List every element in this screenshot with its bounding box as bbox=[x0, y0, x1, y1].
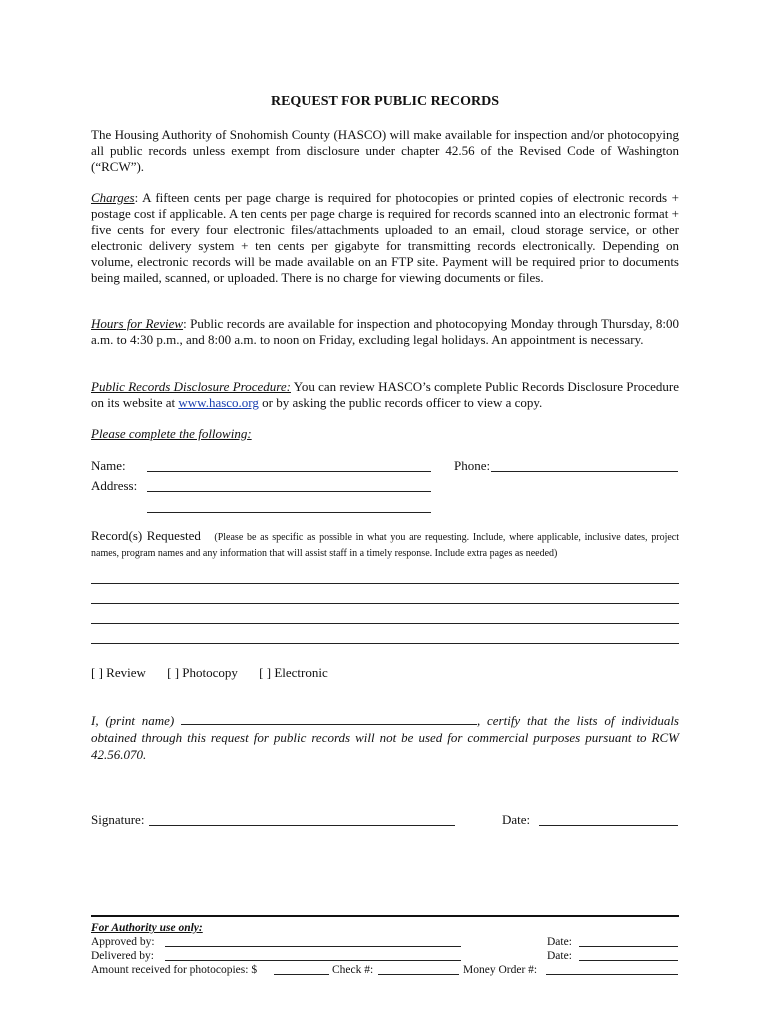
amount-field[interactable] bbox=[274, 974, 329, 975]
approved-by-field[interactable] bbox=[165, 946, 461, 947]
approved-by-label: Approved by: bbox=[91, 936, 155, 948]
hours-paragraph bbox=[91, 316, 679, 348]
records-instructions: (Please be as specific as possible in what you are requesting. Include, where applicable, inclusive dates, project names, program names and any information that will assist staff in a timely response. Include extra pages as needed) bbox=[91, 532, 680, 559]
procedure-label: Public Records Disclosure Procedure: bbox=[91, 379, 291, 394]
charges-label: Charges bbox=[91, 190, 135, 205]
name-field[interactable] bbox=[147, 471, 431, 472]
signature-label: Signature: bbox=[91, 812, 145, 827]
address-field-line-2[interactable] bbox=[147, 512, 431, 513]
delivery-options bbox=[91, 665, 679, 681]
phone-field[interactable] bbox=[491, 471, 678, 472]
records-line-1[interactable] bbox=[91, 583, 679, 584]
option-electronic-checkbox[interactable]: [ ] Electronic bbox=[259, 665, 328, 680]
records-line-3[interactable] bbox=[91, 623, 679, 624]
phone-label: Phone: bbox=[454, 458, 491, 473]
check-number-field[interactable] bbox=[378, 974, 459, 975]
signature-field[interactable] bbox=[149, 825, 455, 826]
option-review-checkbox[interactable]: [ ] Review bbox=[91, 665, 146, 680]
authority-heading: For Authority use only: bbox=[91, 922, 203, 934]
check-label: Check #: bbox=[332, 964, 374, 976]
records-line-4[interactable] bbox=[91, 643, 679, 644]
hours-label: Hours for Review bbox=[91, 316, 184, 331]
address-field-line-1[interactable] bbox=[147, 491, 431, 492]
delivered-date-label: Date: bbox=[547, 950, 572, 962]
records-line-2[interactable] bbox=[91, 603, 679, 604]
document-title: REQUEST FOR PUBLIC RECORDS bbox=[270, 94, 500, 109]
amount-label: Amount received for photocopies: $ bbox=[91, 964, 258, 976]
certify-before: I, (print name) bbox=[91, 713, 181, 728]
procedure-text-before: You can review HASCO’s complete Public Records Disclosure Procedure on its website at bbox=[91, 379, 679, 410]
records-requested-block bbox=[91, 529, 679, 561]
print-name-field[interactable] bbox=[181, 714, 477, 725]
procedure-paragraph bbox=[91, 379, 679, 411]
money-order-field[interactable] bbox=[546, 974, 678, 975]
money-order-label: Money Order #: bbox=[463, 964, 538, 976]
signature-date-label: Date: bbox=[502, 812, 531, 827]
charges-text: : A fifteen cents per page charge is required for photocopies or printed copies of electronic records + postage cost if applicable. A ten cents per page charge is required for records scanned into an electronic format + five cents for every four electronic files/attachments uploaded to an email, cloud storage service, or other electronic delivery system + ten cents per gigabyte for transmitting records electronically. Depending on volume, electronic records will be made available on an FTP site. Payment will be required prior to documents being mailed, scanned, or uploaded. There is no charge for viewing documents or files. bbox=[91, 190, 679, 285]
charges-paragraph bbox=[91, 190, 679, 286]
intro-paragraph: The Housing Authority of Snohomish County (HASCO) will make available for inspection and/or photocopying all public records unless exempt from disclosure under chapter 42.56 of the Revised Code of Washington (“RCW”). bbox=[91, 127, 679, 174]
delivered-date-field[interactable] bbox=[579, 960, 678, 961]
certification-paragraph bbox=[91, 712, 679, 763]
procedure-text-after: or by asking the public records officer to view a copy. bbox=[258, 395, 543, 410]
approved-date-label: Date: bbox=[547, 936, 572, 948]
hours-text: : Public records are available for inspection and photocopying Monday through Thursday, 8:00 a.m. to 4:30 p.m., and 8:00 a.m. to noon on Friday, excluding legal holidays. An appointment is necessary. bbox=[91, 316, 679, 347]
delivered-by-label: Delivered by: bbox=[91, 950, 154, 962]
option-photocopy-checkbox[interactable]: [ ] Photocopy bbox=[167, 665, 238, 680]
hasco-website-link[interactable]: www.hasco.org bbox=[178, 395, 259, 410]
name-label: Name: bbox=[91, 458, 126, 473]
authority-divider bbox=[91, 915, 679, 917]
address-label: Address: bbox=[91, 478, 138, 493]
complete-prompt: Please complete the following: bbox=[91, 426, 252, 441]
approved-date-field[interactable] bbox=[579, 946, 678, 947]
records-heading: Record(s) Requested bbox=[91, 528, 201, 543]
certify-after: , certify that the lists of individuals obtained through this request for public records will not be used for commercial purposes pursuant to RCW 42.56.070. bbox=[91, 713, 679, 762]
signature-date-field[interactable] bbox=[539, 825, 678, 826]
delivered-by-field[interactable] bbox=[165, 960, 461, 961]
